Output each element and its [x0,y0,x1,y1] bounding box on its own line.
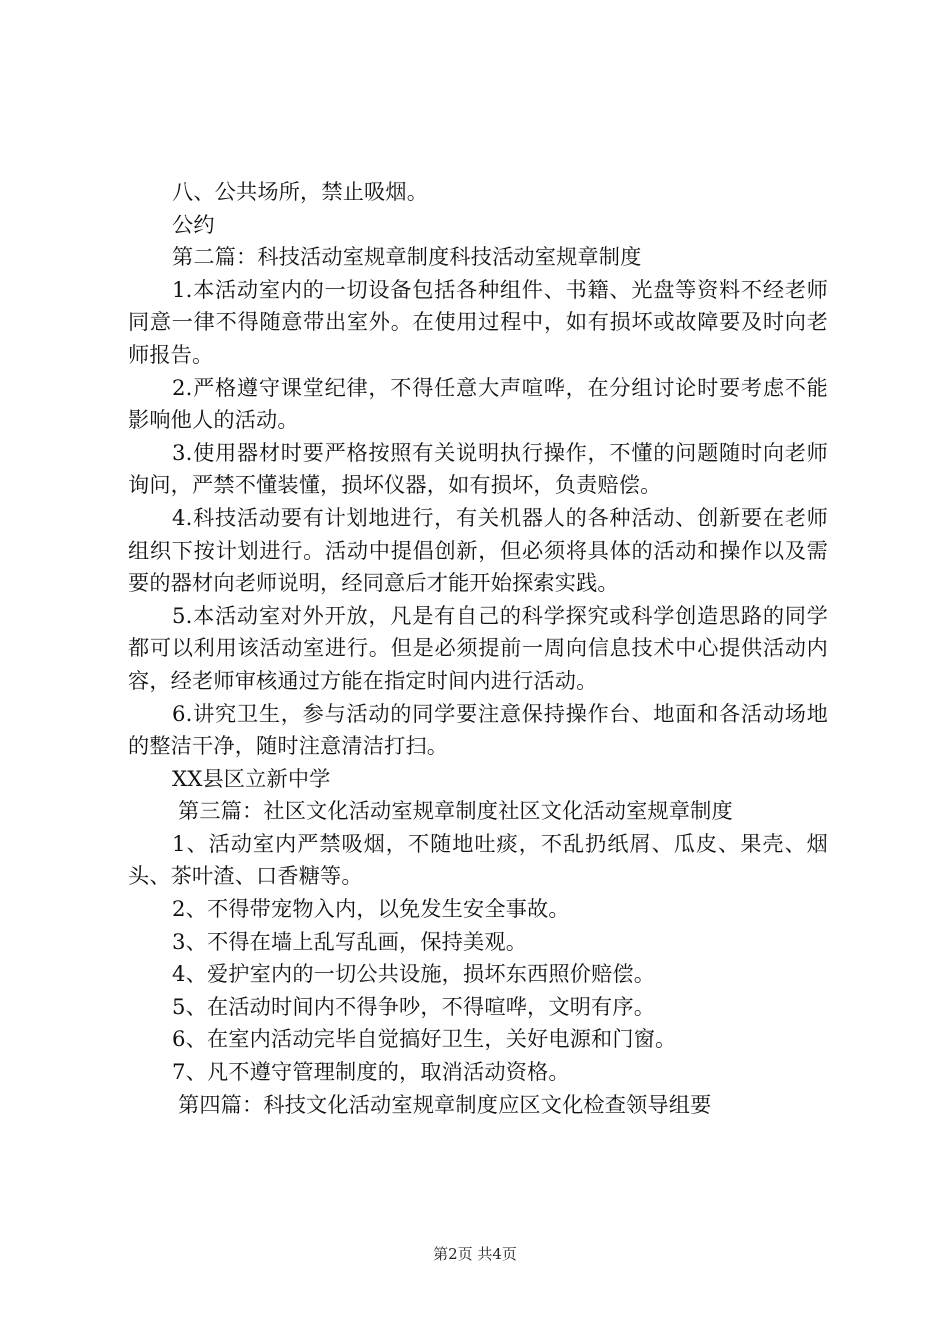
paragraph-4: 4.科技活动要有计划地进行，有关机器人的各种活动、创新要在老师组织下按计划进行。活动中提倡创新，但必须将具体的活动和操作以及需要的器材向老师说明，经同意后才能开始探索实践。 [128,504,828,596]
community-rule-5: 5、在活动时间内不得争吵，不得喧哗，文明有序。 [172,993,656,1019]
paragraph-3: 3.使用器材时要严格按照有关说明执行操作，不懂的问题随时向老师询问，严禁不懂装懂，损坏仪器，如有损坏，负责赔偿。 [128,439,828,498]
section-four-title: 第四篇：科技文化活动室规章制度应区文化检查领导组要 [178,1091,712,1117]
community-rule-1: 1、活动室内严禁吸烟，不随地吐痰，不乱扔纸屑、瓜皮、果壳、烟头、茶叶渣、口香糖等。 [128,830,828,889]
convention-heading: 公约 [172,211,215,237]
paragraph-2: 2.严格遵守课堂纪律，不得任意大声喧哗，在分组讨论时要考虑不能影响他人的活动。 [128,374,828,433]
community-rule-4: 4、爱护室内的一切公共设施，损坏东西照价赔偿。 [172,961,656,987]
paragraph-5: 5.本活动室对外开放，凡是有自己的科学探究或科学创造思路的同学都可以利用该活动室进行。但是必须提前一周向信息技术中心提供活动内容，经老师审核通过方能在指定时间内进行活动。 [128,602,828,693]
paragraph-6: 6.讲究卫生，参与活动的同学要注意保持操作台、地面和各活动场地的整洁干净，随时注意清洁打扫。 [128,700,828,759]
rule-eight-line: 八、公共场所，禁止吸烟。 [172,179,429,204]
community-rule-6: 6、在室内活动完毕自觉搞好卫生，关好电源和门窗。 [172,1026,677,1052]
page-number-footer: 第2页 共4页 [433,1245,517,1263]
school-name: XX县区立新中学 [172,765,331,791]
section-three-title: 第三篇：社区文化活动室规章制度社区文化活动室规章制度 [178,798,733,824]
community-rule-7: 7、凡不遵守管理制度的，取消活动资格。 [172,1059,570,1085]
section-two-title: 第二篇：科技活动室规章制度科技活动室规章制度 [172,244,642,270]
community-rule-3: 3、不得在墙上乱写乱画，保持美观。 [172,928,528,954]
paragraph-1: 1.本活动室内的一切设备包括各种组件、书籍、光盘等资料不经老师同意一律不得随意带出室外。在使用过程中，如有损坏或故障要及时向老师报告。 [128,276,828,367]
community-rule-2: 2、不得带宠物入内，以免发生安全事故。 [172,896,570,922]
document-body [128,176,828,1121]
